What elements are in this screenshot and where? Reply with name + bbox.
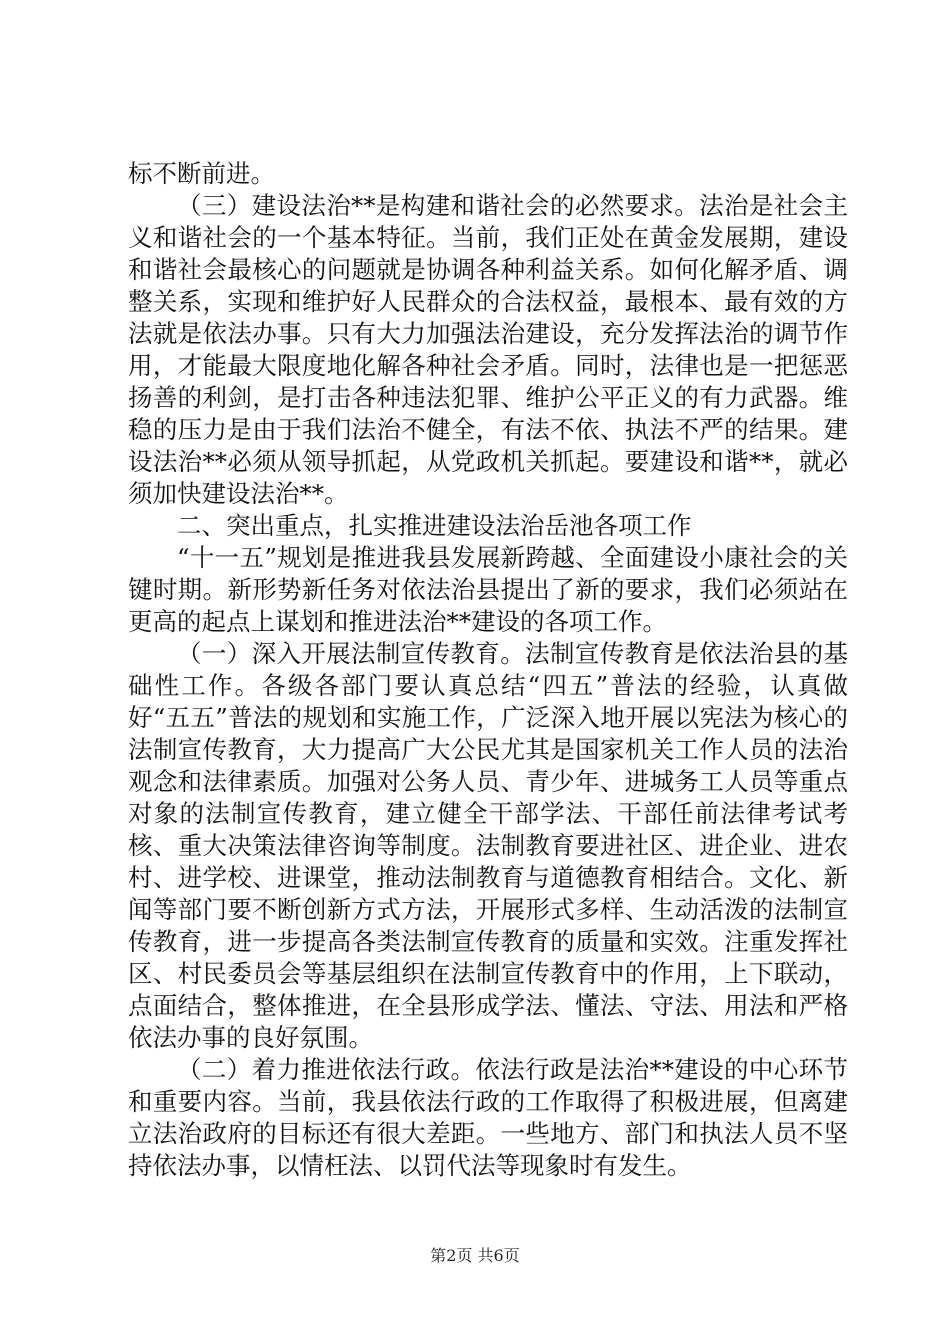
paragraph-section-three: （三）建设法治**是构建和谐社会的必然要求。法治是社会主义和谐社会的一个基本特征。当前，我们正处在黄金发展期，建设和谐社会最核心的问题就是协调各种利益关系。如何化解矛盾、调整关系，实现和维护好人民群众的合法权益，最根本、最有效的方法就是依法办事。只有大力加强法治建设，充分发挥法治的调节作用，才能最大限度地化解各种社会矛盾。同时，法律也是一把惩恶扬善的利剑，是打击各种违法犯罪、维护公平正义的有力武器。维稳的压力是由于我们法治不健全，有法不依、执法不严的结果。建设法治**必须从领导抓起，从党政机关抓起。要建设和谐**，就必须加快建设法治**。 [128, 191, 848, 508]
document-body [128, 158, 848, 1182]
paragraph-continuation: 标不断前进。 [128, 159, 275, 188]
paragraph-legal-education: （一）深入开展法制宣传教育。法制宣传教育是依法治县的基础性工作。各级各部门要认真总结“四五”普法的经验，认真做好“五五”普法的规划和实施工作，广泛深入地开展以宪法为核心的法制宣传教育，大力提高广大公民尤其是国家机关工作人员的法治观念和法律素质。加强对公务人员、青少年、进城务工人员等重点对象的法制宣传教育，建立健全干部学法、干部任前法律考试考核、重大决策法律咨询等制度。法制教育要进社区、进企业、进农村、进学校、进课堂，推动法制教育与道德教育相结合。文化、新闻等部门要不断创新方式方法，开展形式多样、生动活泼的法制宣传教育，进一步提高各类法制宣传教育的质量和实效。注重发挥社区、村民委员会等基层组织在法制宣传教育中的作用，上下联动，点面结合，整体推进，在全县形成学法、懂法、守法、用法和严格依法办事的良好氛围。 [128, 639, 848, 1052]
section-heading-two: 二、突出重点，扎实推进建设法治岳池各项工作 [177, 511, 692, 540]
paragraph-eleventh-five-year-plan: “十一五”规划是推进我县发展新跨越、全面建设小康社会的关键时期。新形势新任务对依法治县提出了新的要求，我们必须站在更高的起点上谋划和推进法治**建设的各项工作。 [128, 543, 848, 636]
paragraph-administration-by-law: （二）着力推进依法行政。依法行政是法治**建设的中心环节和重要内容。当前，我县依法行政的工作取得了积极进展，但离建立法治政府的目标还有很大差距。一些地方、部门和执法人员不坚持依法办事，以情枉法、以罚代法等现象时有发生。 [128, 1055, 848, 1180]
page-number-footer: 第2页 共6页 [430, 1246, 520, 1265]
